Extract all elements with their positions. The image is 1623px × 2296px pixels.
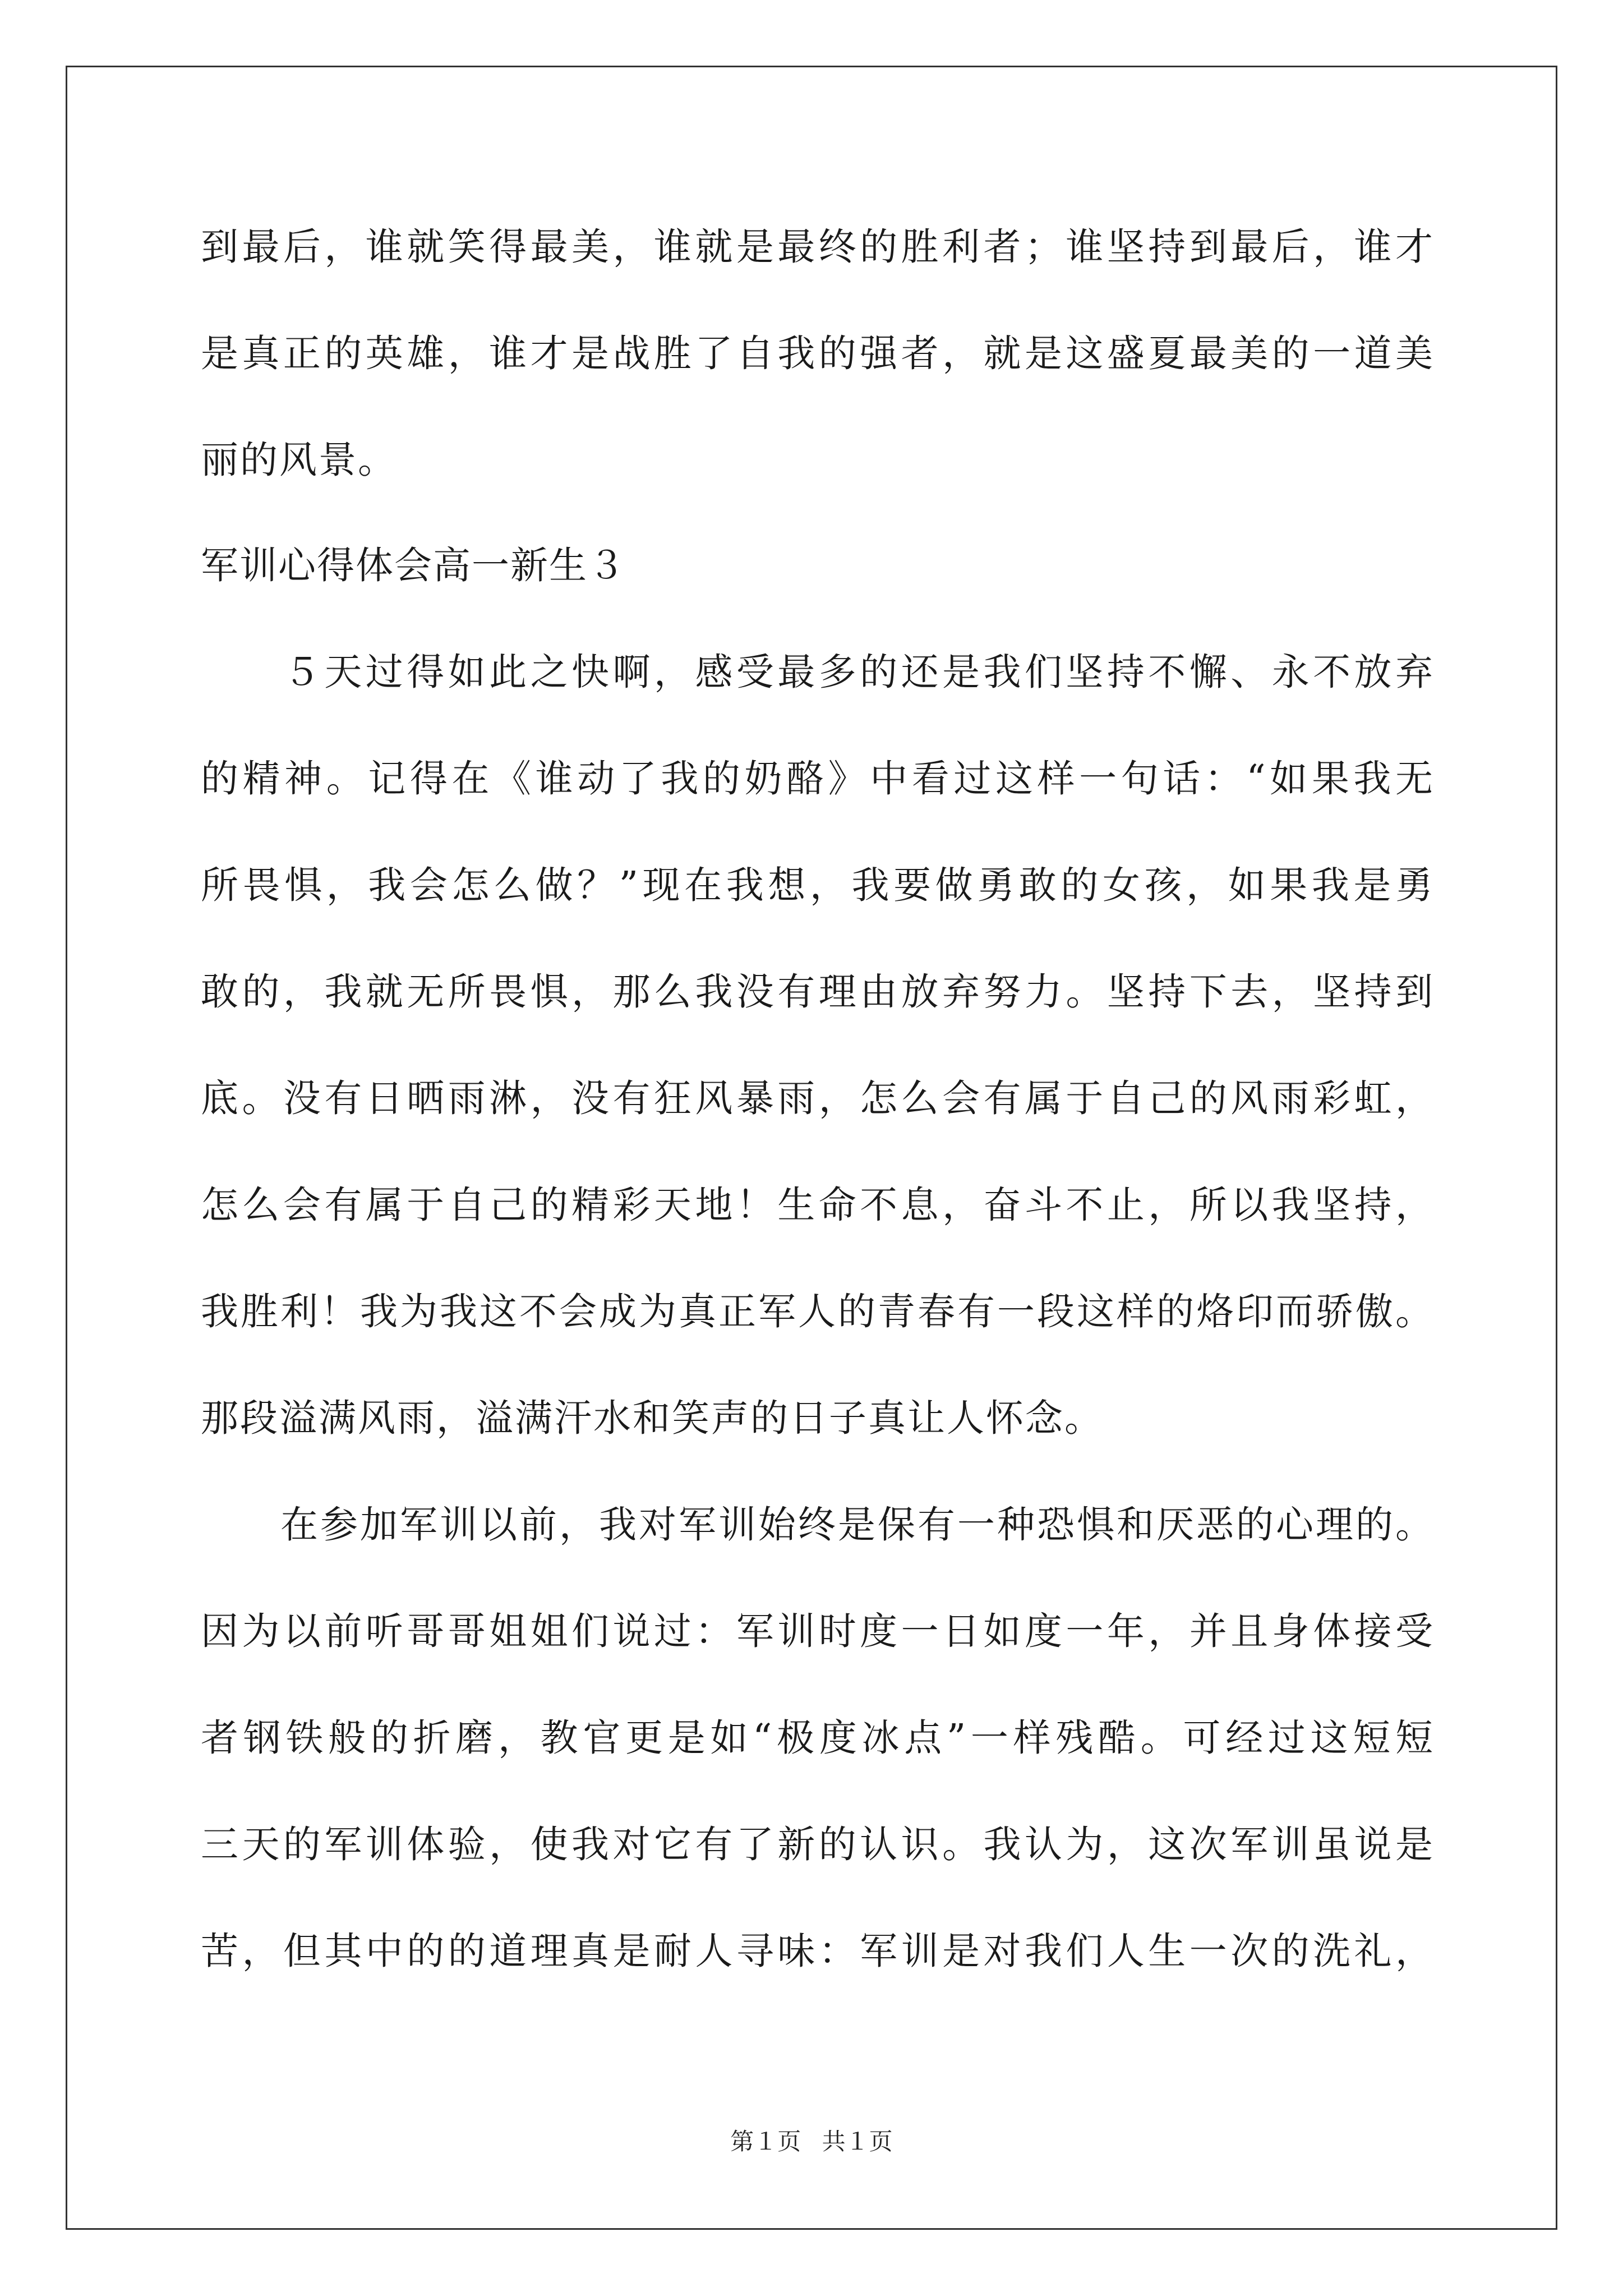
body-line: 三天的军训体验，使我对它有了新的认识。我认为，这次军训虽说是 [201,1823,1435,1866]
body-line: 敢的，我就无所畏惧，那么我没有理由放弃努力。坚持下去，坚持到 [201,970,1435,1014]
body-line: 苦，但其中的的道理真是耐人寻味：军训是对我们人生一次的洗礼， [201,1929,1435,1973]
body-line: 我胜利！我为我这不会成为真正军人的青春有一段这样的烙印而骄傲。 [201,1290,1435,1333]
body-line: ５天过得如此之快啊，感受最多的还是我们坚持不懈、永不放弃 [201,650,1435,694]
page-footer [0,2126,1623,2157]
body-line: 所畏惧，我会怎么做？”现在我想，我要做勇敢的女孩，如果我是勇 [201,863,1435,907]
page-total: 共１页 [822,2128,893,2155]
body-line: 丽的风景。 [201,438,397,482]
body-line: 的精神。记得在《谁动了我的奶酪》中看过这样一句话：“如果我无 [201,757,1435,800]
body-line: 到最后，谁就笑得最美，谁就是最终的胜利者；谁坚持到最后，谁才 [201,225,1435,269]
page-border [66,66,1557,2230]
body-line: 底。没有日晒雨淋，没有狂风暴雨，怎么会有属于自己的风雨彩虹， [201,1076,1435,1120]
section-heading: 军训心得体会高一新生３ [201,544,626,587]
body-line: 者钢铁般的折磨，教官更是如“极度冰点”一样残酷。可经过这短短 [201,1716,1435,1760]
body-line: 因为以前听哥哥姐姐们说过：军训时度一日如度一年，并且身体接受 [201,1609,1435,1653]
body-line: 是真正的英雄，谁才是战胜了自我的强者，就是这盛夏最美的一道美 [201,332,1435,375]
body-line: 在参加军训以前，我对军训始终是保有一种恐惧和厌恶的心理的。 [201,1503,1435,1547]
page-number: 第１页 [730,2128,801,2155]
body-line: 怎么会有属于自己的精彩天地！生命不息，奋斗不止，所以我坚持， [201,1183,1435,1227]
body-line: 那段溢满风雨，溢满汗水和笑声的日子真让人怀念。 [201,1396,1104,1440]
